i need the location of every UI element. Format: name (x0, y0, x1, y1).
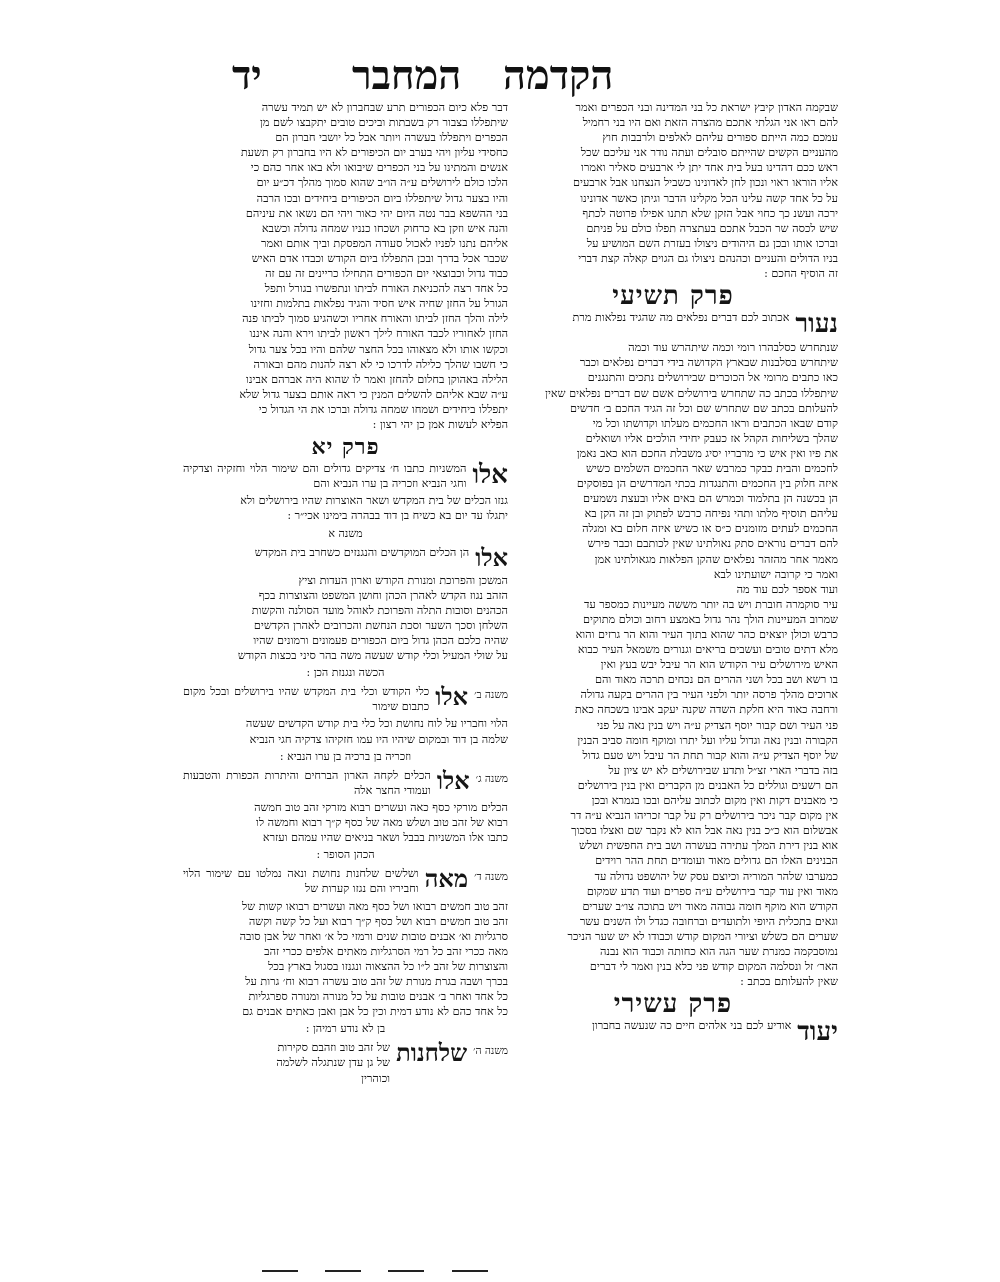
text-line: להם דברים נוראים סתק נאולתינו שאין לכותבם וכבר פירש (587, 537, 838, 551)
text-line: יתגלו עד יום בא כשיח בן דוד בבהרה בימינו אכי״ר : (287, 509, 508, 523)
running-head-right: הקדמה (503, 52, 614, 99)
text-line: פני העיר ושם קבור יוסף הצדיק ע״ה ויש בנין נאה על פני (596, 718, 838, 732)
text-line: בו רשא ושב בכל ושני ההרים הם נכחים תרכה מאוד והם (595, 673, 838, 687)
opening-line: המשניות כתבו ח׳ צדיקים גדולים והם שימור הלוי וחזקיה וצדקיה וחגי הנביא וזכריה בן ערו הנביא והם (183, 462, 467, 491)
mishna-2-body (183, 716, 508, 746)
text-line: ע״ה שבא אליהם להשלים המנין כי ראה אותם בצער גדול שלא (239, 387, 508, 401)
text-line: כמערבו שלהר המוריה וכיוצם עסק של יהושפט גדולה עד (594, 869, 838, 883)
text-line: שאין להעלותם בכתב : (740, 975, 838, 989)
chapter-9-body-2 (508, 582, 838, 990)
mishna-text: הן הכלים המוקדשים והנגנזים כשחרב בית המקדש (254, 545, 470, 559)
text-line: ועוד אספר לכם עוד מה (736, 582, 838, 596)
mishna-initial-word: שלחנות (396, 1038, 468, 1068)
text-line: של יוסף הצדיק ע״ה והוא קבור תחת הר עיבל ויש טעם גדול (582, 748, 838, 762)
chapter-opening-10 (508, 1018, 838, 1046)
text-line: הלכו כולם לירושלים ע״ה הו״ב שהוא סמוך מהלך דכ״ע יום (256, 176, 508, 190)
text-line: המשכן והפרוכת ומנורת הקודש וארון העדות וציץ (298, 573, 508, 587)
chapter-heading-11: פרק יא (311, 434, 380, 461)
text-line: איזה חלוק בין החכמים והתנגדות בכתי המדרשים הן בפוסקים (576, 477, 838, 491)
mishna-label: משנה ג׳ (475, 772, 508, 785)
chapter-11-body (183, 493, 508, 523)
text-line: מלא דתים טובים ועשבים בריאים וגנורים משמאל העיר כבוא (577, 643, 838, 657)
text-line: החזן לאחוריו לכבד האורח לילך ראשון לביתו וירא והנה איננו (249, 327, 508, 341)
text-line: הפליא לעשות אמן כן יהי רצון : (372, 417, 508, 431)
chapter-opening-9 (508, 310, 838, 338)
text-line: ארוכים מהלך פרסה יותר ולפני העיר בין ההרים בקעה גדולה (580, 688, 838, 702)
text-line: בזה בדברי הארי זצ״ל ותדע שבירושלים לא יש ציון על (608, 763, 838, 777)
text-line: שכבר אכל בדרך ובכן התפללו ביום הקודש וכבדו אדם האיש (251, 251, 508, 265)
text-line: לחכמים והבית כבקר כמרבש שאר החכמים השלמים כשיש (585, 461, 838, 475)
text-line: זה הוסיף החכם : (764, 267, 838, 281)
mishna-5-line-a: של זהב טוב וזהבם סקירות (277, 1041, 391, 1055)
mishna-5-opening (183, 1040, 508, 1085)
text-line: עמכם כמה הייתם ספורים עליהם לאלפים ולרבבות חוץ (602, 131, 838, 145)
text-line: כרבש וכולן יוצאים כהר שהוא בתוך העיר והוא הר גרזים והוא (575, 628, 838, 641)
mishna-1-body (183, 573, 508, 664)
running-head-left: המחבר (352, 52, 462, 99)
footer-rule (388, 1270, 424, 1272)
mishna-text (183, 1040, 390, 1085)
text-line: שיתחרש בסלבנות שבארץ הקדושה בידי דברים נפלאים וכבר (579, 356, 838, 370)
text-line: מאמר אחר מהזהר נפלאים שהקן הפלאות מגאולתינו אמן (594, 552, 838, 566)
text-line: כחסידי עליון ויהי בערב יום הכיפורים לא היו בחברון רק תשעת (240, 146, 508, 160)
mishna-label: משנה ה׳ (473, 1045, 508, 1058)
mishna-label: משנה ב׳ (474, 689, 508, 702)
text-line: מאוד ואין עוד קבר בירושלים ע״ה ספרים ועוד תדע שמקום (586, 884, 838, 898)
chapter-9-body-1 (508, 340, 838, 582)
text-line: עיר סוקמרה חוברת ויש בה יותר מששה מעיינות כמספר עד (584, 597, 838, 611)
text-line: השלחן וסכך השער וסכת הנחשת והכרובים לאהרן הקדשים (253, 618, 508, 632)
text-line: וגאים בתכלית היופי ולתועדים וברחובה כגדל ולו השנים עשר (579, 914, 838, 928)
text-line: יתפללו ביחידים ושמחו שמחה גדולה וברכו את הי הגדול כי (258, 402, 508, 416)
text-line: ורחבה כאוד היא חלקת השדה שקנה יעקב אבינו בשכחה כאת (574, 703, 838, 717)
text-line: הכלים מורקי כסף כאה ועשרים רבוא מזרקי זהב טוב חמשה (254, 800, 508, 814)
text-line: זהב טוב חמשים רבואו ושל כסף מאה ועשרים רבואו קשות של (242, 899, 508, 913)
text-line: זהב טוב חמשים רבוא ושל כסף ק״ך רבוא ועל כל קשה וקשה (248, 914, 508, 928)
text-line: שיתפללו בצבור רק בשבתות וביכים טובים יתקבצו לשם מן (260, 116, 508, 130)
text-line: הקודש הוא מוקף חומה גבוהה מאוד ויש בתוכה צו״ב שערים (582, 899, 838, 913)
text-line: הלילה באהוקן בחלום להחזן ואמר לו שהוא היה אברהם אבינו (246, 372, 508, 386)
mishna-label: משנה ד׳ (474, 871, 508, 884)
text-line: כבוד גדול וכבוצאי יום הכפורים התחילו כריינים זה עם זה (265, 267, 508, 281)
text-line: מהעניים הקשים שהייתם סובלים ועתה נודר אני עליכם שכל (580, 146, 838, 160)
mishna-5-line-c: וכוהרין (361, 1071, 391, 1085)
text-line: והנה איש וזקן בא כרחוק ושכחו כנניו שמחה גדולה וכשבא (261, 221, 508, 235)
mishna-text: כלי הקודש וכלי בית המקדש שהיו בירושלים ובכל מקום כתבום שימור (183, 685, 430, 714)
mishna-3-end: הכהן הסופר : (316, 848, 375, 862)
text-line: להעלותם בכתב שם שתחרש שם וכל זה הגיד החכם ב׳ חדשים (570, 401, 838, 415)
text-line: הזהב נגוז הקדש לאהרן הכהן וחושן המשפט והצוצרות בכף (258, 588, 508, 602)
mishna-initial-word: אלו (436, 765, 470, 795)
footer-rule (262, 1270, 298, 1272)
text-line: האר׳ זל ונסלמה המקום קודש פני כלא בנין ואמר לי דברים (589, 960, 838, 974)
text-line: שבקמה האדון קיבץ ישראת כל בני המדינה ובני הכפרים ואמר (575, 101, 838, 114)
opening-line: אודיע לכם בני אלהים חיים כה שנעשה בחברון (592, 1019, 792, 1033)
text-line: והיו בצער גדול שיתפללו ביום הכיפורים ביחידים ובכו הרבה (256, 191, 508, 205)
mishna-text: הכלים לקחה הארון הברחים והיתרות הכפורת והטבעות ועמודי החצר אלה (183, 768, 431, 797)
text-line: כתבו אלו המשניות בבבל ושאר בניאים שהיו עמהם ועזרא (262, 831, 508, 845)
mishna-initial-word: מאה (424, 864, 469, 894)
text-line: שיתפללו בכתב כה שתחרש בירושלים אשם שם דברים נפלאים שאין (545, 386, 838, 400)
mishna-2-end: וזכריה בן ברכיה בן ערו הנביא : (279, 749, 412, 763)
text-line: וכקשו אותו ולא מצאוהו בכל החצר שלהם והיו בכל צער גדול (248, 342, 508, 356)
text-line: רבוא של זהב טוב ושלש מאה של כסף ק״ך רבוא וחמשה לו (256, 816, 508, 830)
text-line: שלמה בן דוד ובמקום שיהיו היו עמו חזקיהו צדקיה חגי הנביא (249, 732, 508, 746)
text-line: הלוי וחבריו על לוח נחושת וכל כלי בית קודש הקדשים שעשה (245, 717, 508, 731)
footer-rule (325, 1270, 361, 1272)
text-line: כל אחד כהם לא נודע דמית וכין כל אבן ואבן כאתים אבנים גם (242, 1005, 508, 1019)
initial-word: נעור (795, 309, 838, 340)
chapter-heading-9: פרק תשיעי (612, 281, 734, 312)
text-line: על כל אחד קשה עלינו הכל מקלינו הדבר וגיתן כאשר אדונינו (580, 191, 838, 205)
text-line: שהיה כלכם הכהן גדול ביום הכפורים פעמונים ורמונים שהיו (253, 634, 508, 647)
text-line: האיש מירושלים עיר הקודש הוא הר עיבל יבש בעץ ואין (600, 658, 838, 672)
text-line: שיש לכסה שר הכבל אתכם בעתצרה תפלו כולם על פניתם (586, 221, 838, 235)
mishna-initial-word: אלו (435, 682, 469, 712)
text-line: ואמר כי קרובה ישועתינו לבא (713, 567, 838, 581)
text-line: אנשים והמתינו על בני הכפרים שיבואו ולא באו אחר כהם כי (250, 161, 508, 175)
text-line: הגורל על החזן שחיה איש חסיד והגיד נפלאות בתלמות וחזינו (250, 297, 508, 311)
text-line: שהלך בשליחות הקהל אז כעבק יחידי הולכים אליו ושואלים (585, 431, 838, 445)
text-line: שערים הם כשלש וציורי המקום קודש וכבודו לא יש שער הניכר (567, 929, 838, 943)
opening-line: אכתוב לכם דברים נפלאים מה שהגיד נפלאות מרת (572, 311, 790, 325)
text-line: אליהם נתנו לפניו לאכול סעודה המפסקת וביך אותם ואמר (261, 236, 508, 250)
text-line: להם ראו אני הגלתי אתכם מהצרה הזאת ואם היו בני רחמיל (582, 116, 838, 130)
mishna-initial-word: אלו (475, 542, 508, 572)
text-line: שנתחרש כסלבהרו רומי וכמה שיתהרש עוד וכמה (628, 341, 838, 355)
mishna-4-end: בן לא נודע רמיהן : (305, 1022, 386, 1036)
mishna-4-opening (183, 866, 508, 896)
text-line: אין מקום קבר ניכר בירושלים רק על קבר זכריהו הנביא ע״ה דר (570, 809, 838, 823)
page-number: יד (232, 52, 262, 99)
text-line: קודם שבאו הכתבים וראו החכמים מעלתו וקדושתו וכל מי (592, 416, 838, 430)
mishna-text: ושלשים שלחנות נחושת ונאה נמלטו עם שימור הלוי וחביריו והם נגזו קערות של (183, 867, 419, 896)
text-line: שמרוב המעיינות הולך נהר גדול באמצע רחוב וכולם מתוקים (582, 612, 838, 626)
mishna-3-opening (183, 765, 508, 798)
text-line: בניו הדולים והעניים וכהנהם ניצולו גם הגוים קאלה קצת דברי (578, 251, 838, 265)
footer-rules (0, 1270, 1000, 1276)
text-line: על שולי המעיל וכלי קודש שעשה משה בהר סיני בכצות הקודש (237, 649, 508, 663)
text-line: הכהנים וסובות התלה והפרוכת לאוהל מועד הסולנה והקשות (251, 603, 508, 617)
text-line: מאה ככרי זהב כל רמי הסרגליות מאתים אלפים ככרי זהב (264, 944, 508, 958)
story-paragraph (183, 100, 508, 432)
footer-rule (452, 1270, 488, 1272)
text-line: את פיו ואין איש כי מרבריו יסיג משבלת החכם הוא כאב נאמן (576, 446, 838, 460)
mishna-1-opening (183, 542, 508, 572)
text-line: אוא בנין דירת המלך עתירה בעשרה ושב בית החפשית ושלש (579, 839, 838, 853)
text-line: כל אחד ואחר ב׳ אבנים טובות על כל מנורה ומנורה ספרגליות (248, 990, 508, 1004)
right-column (508, 100, 838, 1150)
initial-word: אלו (472, 460, 508, 491)
text-line: הבנינים האלו הם גדולים מאוד ועומדים תחת ההר רוידים (595, 854, 838, 868)
text-line: אבשלום הוא כ״כ בנין נאה אבל הוא לא נקבר שם ואצלו בסכוך (571, 824, 838, 838)
text-line: סרגליות וא׳ אבנים טובות שנים ורמזי כל א׳ ואחר של אבן סובה (239, 929, 508, 943)
text-line: בכרך ושבה בגרת מנורת של זהב טוב עשרה רבוא וח׳ גרות על (245, 974, 508, 988)
text-line: ראש ככם דהדינו בעל בית אחד יתן לי ארבעים סאליר ואמרו (581, 161, 838, 175)
text-line: אליו הוראו ראוי ונכון לחן לאדונינו כשביל הנצחנו אבל ארבעים (573, 176, 838, 190)
chapter-opening-11 (183, 461, 508, 491)
mishna-1-end: הכשה ונגנזת הכן : (306, 666, 385, 680)
left-column (183, 100, 508, 1150)
text-line: הכפרים ויתפללו בעשרה ויותר אבל כל יושבי חברון הם (275, 131, 508, 145)
text-line: עליהם תוסיף מלתו ותהי נפיחה כרבש לפתוק ובן זה הקן בא (584, 507, 838, 521)
mishna-5-line-b: של גן עדן שנתגלה לשלמה (276, 1056, 391, 1070)
text-line: כאו כתבים מרומי אל הכוכרים שבירושלים נתכים והתנגנים (587, 371, 838, 385)
chapter-heading-10: פרק עשירי (613, 989, 733, 1020)
text-line: והצוצרות של זהב ל״ו כל ההצאוה ונגנזו בסגול בארץ בכל (268, 959, 508, 973)
text-line: ירכה ועשנ כך כחוי אבל הזקן שלא תתנו אפילו פרוטה לכתף (582, 206, 838, 220)
text-line: דבר פלא כיום הכפורים תרע שבחברון לא יש תמיד עשרה (261, 101, 508, 114)
text-line: וברכו אותו ובכן גם היהודים ניצולו בעזרת השם המושיע על (586, 236, 838, 250)
text-line: כי חשבו שהלך כלילה לדרכו כי לא רצה להנות מהם ובאורה (253, 357, 508, 371)
text-line: הקבורה ובנין נאה וגדול עליו ועל יתרו ומוקף חומה סביב הבנין (577, 733, 838, 747)
mishna-heading-1: משנה א (328, 526, 363, 540)
text-line: כי מאבנים דקות ואין מקום לכתוב עליהם ובכו בגמרא ובכן (591, 794, 838, 808)
text-line: הן בכשנה הן בתלמוד וכמרש הם באים אליו ובעצת נשמעים (582, 492, 838, 506)
initial-word: יעוד (797, 1017, 838, 1048)
text-line: הם רשעים וגוללים כל האבנים מן הקברים ואין בנין בירושלים (577, 778, 838, 792)
mishna-4-body (183, 899, 508, 1020)
intro-paragraph (508, 100, 838, 281)
text-line: בני ההשפא בבר נטה היום יהי כאור ויהי הם נשאו את עיניהם (245, 206, 508, 220)
text-line: כל אחד רצה להכניאת האורח לביתו ונתפשרו בגורל ותפל (264, 282, 508, 296)
mishna-3-body (183, 800, 508, 845)
text-line: גנזו הכלים של בית המקדש ושאר האוצרות שהיו בירושלים ולא (240, 494, 508, 508)
text-line: נמוסבקמה כמנרת שער הגה הוא כחותה וכבוד הוא נבנה (599, 944, 838, 958)
mishna-2-opening (183, 684, 508, 714)
text-line: החכמים לעתים מזומנים כ״ס או כשיש איזה חלום בא ומגלה (582, 522, 838, 536)
text-line: לילה והלך החזן לביתו והאורח אחריו וכשהגיע סמוך לביתו פנה (242, 312, 508, 326)
